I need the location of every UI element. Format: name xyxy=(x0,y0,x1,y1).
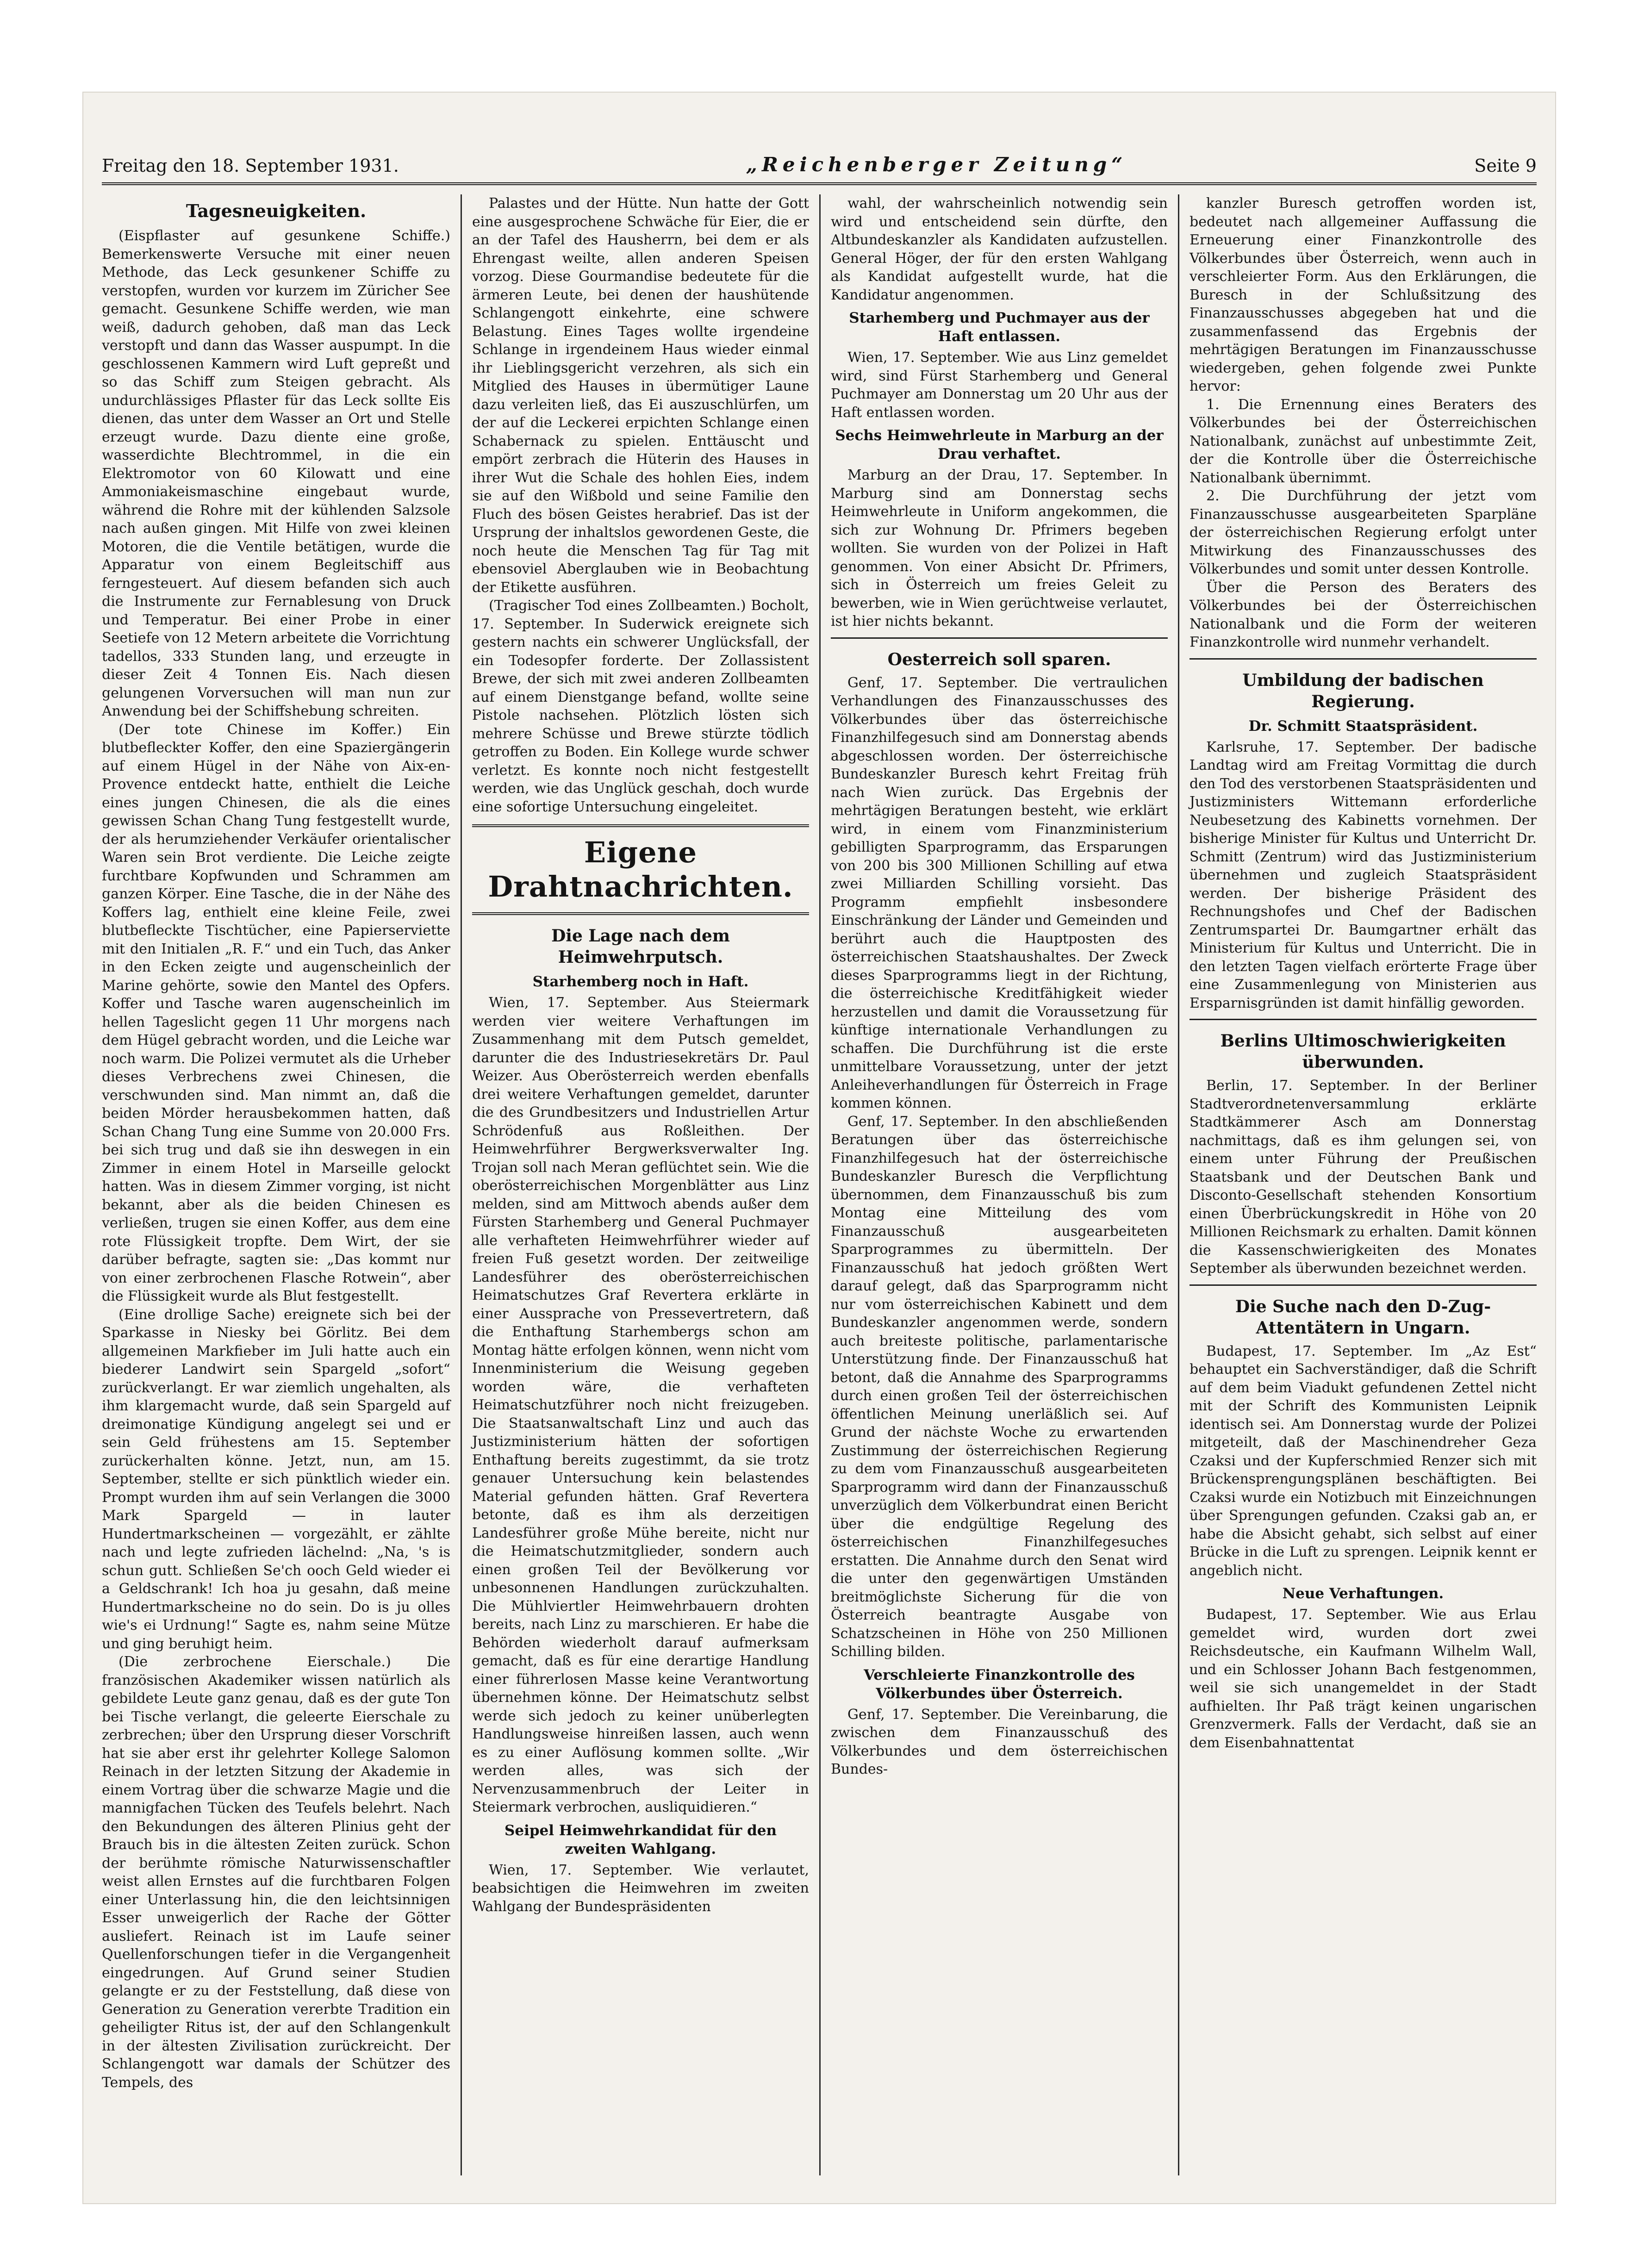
article-subheading: Sechs Heimwehrleute in Marburg an der Drau verhaftet. xyxy=(835,427,1164,462)
article-headline: Oesterreich soll sparen. xyxy=(887,649,1111,669)
article-paragraph: wahl, der wahrscheinlich notwendig sein wird und entscheidend sein dürfte, den Altbundeskanzler als Kandidaten aufzustellen. General Höger, der für den ersten Wahlgang als Kandidat aufgestellt wurde, hat die Kandidatur angenommen. xyxy=(831,195,1168,303)
article-headline: Berlins Ultimoschwierigkeiten überwunden. xyxy=(1220,1031,1506,1072)
article-subheading: Starhemberg noch in Haft. xyxy=(532,973,749,990)
article-paragraph: 2. Die Durchführung der jetzt vom Finanzausschusse ausgearbeiteten Sparpläne der österreichischen Regierung erfolgt unter Mitwirkung des Finanzausschusses des Völkerbundes und somit unter dessen Kontrolle. xyxy=(1190,488,1537,577)
article-paragraph: Genf, 17. September. In den abschließenden Beratungen über das österreichische Finanzhilfegesuch hat der österreichische Bundeskanzler Buresch die Verpflichtung übernommen, dem Finanzausschuß bis zum Montag eine Mitteilung des vom Finanzausschuß ausgearbeiteten Sparprogrammes zu übermitteln. Der Finanzausschuß hat jedoch größten Wert darauf gelegt, daß das Sparprogramm nicht nur vom österreichischen Kabinett und dem Bundeskanzler angenommen werde, sondern auch breiteste politische, parlamentarische Unterstützung finde. Der Finanzausschuß hat betont, daß die Annahme des Sparprogramms durch einen großen Teil der österreichischen öffentlichen Meinung unerläßlich sei. Auf Grund der nächste Woche zu erwartenden Zustimmung der österreichischen Regierung zu dem vom Finanzausschuß ausgearbeiteten Sparprogramm wird dann der Finanzausschuß unverzüglich dem Völkerbundrat einen Bericht über die endgültige Regelung des österreichischen Finanzhilfegesuches erstatten. Die Annahme durch den Senat wird die unter den gegenwärtigen Umständen breitmöglichste Sicherung für die von Österreich beantragte Ausgabe von Schatzscheinen in Höhe von 250 Millionen Schilling bilden. xyxy=(831,1113,1168,1660)
column-1 xyxy=(102,194,461,2175)
article-paragraph: 1. Die Ernennung eines Beraters des Völkerbundes bei der Österreichischen Nationalbank, zunächst auf unbestimmte Zeit, der die Kontrolle über die Österreichische Nationalbank übernimmt. xyxy=(1190,396,1537,486)
article-paragraph: Palastes und der Hütte. Nun hatte der Gott eine ausgesprochene Schwäche für Eier, die er an der Tafel des Hausherrn, bei dem er als Ehrengast weilte, allen anderen Speisen vorzog. Diese Gourmandise bedeutete für die ärmeren Leute, bei denen der haushütende Schlangengott einkehrte, eine schwere Belastung. Eines Tages wollte irgendeine Schlange in irgendeinem Haus wieder einmal ihr Lieblingsgericht verzehren, als sich ein Mitglied des Hauses in übermütiger Laune dazu verleiten ließ, das Ei auszuschlürfen, um der auf die Leckerei erpichten Schlange einen Schabernack zu spielen. Enttäuscht und empört zerbrach die Hüterin des Hauses in ihrer Wut die Schale des hohlen Eies, indem sie auf den Wißbold und seine Familie den Fluch des bösen Geistes herabrief. Das ist der Ursprung der inhaltslos gewordenen Geste, die noch heute die Menschen Tag für Tag mit ebensoviel Aberglauben wie in Beobachtung der Etikette ausführen. xyxy=(472,195,809,596)
article-paragraph: Budapest, 17. September. Wie aus Erlau gemeldet wird, wurden dort zwei Reichsdeutsche, ein Kaufmann Wilhelm Wall, und ein Schlosser Johann Bach festgenommen, weil sie sich unangemeldet in der Stadt aufhielten. Ihr Paß trägt keinen ungarischen Grenzvermerk. Falls der Verdacht, daß sie an dem Eisenbahnattentat xyxy=(1190,1607,1537,1751)
article-subheading: Neue Verhaftungen. xyxy=(1282,1585,1444,1602)
article-paragraph: kanzler Buresch getroffen worden ist, bedeutet nach allgemeiner Auffassung die Erneuerung einer Finanzkontrolle des Völkerbundes über Österreich, wenn auch in verschleierter Form. Aus den Erklärungen, die Buresch in der Schlußsitzung des Finanzausschusses abgegeben hat und die zusammenfassend das Ergebnis der mehrtägigen Beratungen im Finanzausschusse wiedergeben, gehen folgende zwei Punkte hervor: xyxy=(1190,195,1537,394)
article-paragraph: (Eispflaster auf gesunkene Schiffe.) Bemerkenswerte Versuche mit einer neuen Methode, das Leck gesunkener Schiffe zu verstopfen, wurden vor kurzem im Züricher See gemacht. Gesunkene Schiffe werden, wie man weiß, dadurch gehoben, daß man das Leck verstopft und dann das Wasser auspumpt. In die geschlossenen Kammern wird Luft gepreßt und so das Schiff zum Steigen gebracht. Als undurchlässiges Pflaster für das Leck sollte Eis dienen, das unter dem Wasser an Ort und Stelle erzeugt wurde. Dazu diente eine große, wasserdichte Blechtrommel, in die ein Elektromotor von 60 Kilowatt und eine Ammoniakeismaschine eingebaut wurde, während die Rohre mit der kühlenden Salzsole nach außen gingen. Mit Hilfe von zwei kleinen Motoren, die die Ventile betätigen, wurde die Apparatur von einem Begleitschiff aus ferngesteuert. Auf diesem befanden sich auch die Instrumente zur Fernablesung von Druck und Temperatur. Bei einer Probe in einer Seetiefe von 12 Metern arbeitete die Vorrichtung tadellos, 333 Stunden lang, und erzeugte in dieser Zeit 4 Tonnen Eis. Nach diesen gelungenen Vorversuchen will man nun zur Anwendung bei der Schiffshebung schreiten. xyxy=(102,228,450,719)
article-paragraph: Wien, 17. September. Aus Steiermark werden vier weitere Verhaftungen im Zusammenhang mit dem Putsch gemeldet, darunter die des Industriesekretärs Dr. Paul Weizer. Aus Oberösterreich werden ebenfalls drei weitere Verhaftungen gemeldet, darunter die des Grundbesitzers und Industriellen Artur Schrödenfuß aus Roßleithen. Der Heimwehrführer Bergwerksverwalter Ing. Trojan soll nach Meran geflüchtet sein. Wie die oberösterreichischen Morgenblätter aus Linz melden, sind am Mittwoch abends außer dem Fürsten Starhemberg und General Puchmayer alle verhafteten Heimwehrführer wieder auf freien Fuß gesetzt worden. Der zeitweilige Landesführer des oberösterreichischen Heimatschutzes Graf Revertera erklärte in einer Aussprache von Pressevertretern, daß die Enthaftung Starhembergs schon am Montag hätte erfolgen können, wenn nicht vom Innenministerium die Weisung gegeben worden wäre, die verhafteten Heimatschutzführer noch nicht freizugeben. Die Staatsanwaltschaft Linz und auch das Justizministerium hätten der sofortigen Enthaftung bereits zugestimmt, da sie trotz genauer Untersuchung kein belastendes Material gefunden hätten. Graf Revertera betonte, daß es ihm als derzeitigen Landesführer große Mühe bereite, nicht nur die Heimatschutzmitglieder, sondern auch einen großen Teil der Bevölkerung vor unbesonnenen Handlungen zurückzuhalten. Die Mühlviertler Heimwehrbauern drohten bereits, nach Linz zu marschieren. Er habe die Behörden wiederholt darauf aufmerksam gemacht, daß es für eine derartige Handlung einer führerlosen Masse keine Verantwortung übernehmen könne. Der Heimatschutz selbst werde sich jedoch zu keiner unüberlegten Handlungsweise hinreißen lassen, auch wenn es zu einer Auflösung kommen sollte. „Wir werden alles, was sich der Nervenzusammenbruch der Leiter in Steiermark verbrochen, ausliquidieren.“ xyxy=(472,995,809,1815)
article-headline: Die Lage nach dem Heimwehrputsch. xyxy=(551,926,730,967)
section-banner: Eigene Drahtnachrichten. xyxy=(472,824,809,915)
article-paragraph: Genf, 17. September. Die Vereinbarung, die zwischen dem Finanzausschuß des Völkerbundes und dem österreichischen Bundes- xyxy=(831,1706,1168,1777)
article-headline: Die Suche nach den D-Zug-Attentätern in Ungarn. xyxy=(1235,1296,1491,1338)
masthead xyxy=(102,143,1537,185)
divider xyxy=(1190,1019,1537,1020)
article-paragraph: (Die zerbrochene Eierschale.) Die französischen Akademiker wissen natürlich als gebildete Leute ganz genau, daß es der gute Ton bei Tische verlangt, die geleerte Eierschale zu zerbrechen; über den Ursprung dieser Vorschrift hat sie aber erst ihr gelehrter Kollege Salomon Reinach in der letzten Sitzung der Akademie in einem Vortrag über die schwarze Magie und die mannigfachen Tücken des Teufels belehrt. Nach den Bekundungen des älteren Plinius geht der Brauch bis in die ältesten Zeiten zurück. Schon der berühmte römische Naturwissenschaftler weist allen Ernstes auf die furchtbaren Folgen einer Unterlassung hin, die den leichtsinnigen Esser unweigerlich der Rache der Götter ausliefert. Reinach ist im Laufe seiner Quellenforschungen tiefer in die Vergangenheit eingedrungen. Auf Grund seiner Studien gelangte er zu der Feststellung, daß diese von Generation zu Generation vererbte Tradition ein geheiligter Ritus ist, der auf den Schlangenkult in der ältesten Zivilisation zurückreicht. Der Schlangengott war damals der Schützer des Tempels, des xyxy=(102,1654,450,2091)
article-paragraph: Karlsruhe, 17. September. Der badische Landtag wird am Freitag Vormittag die durch den Tod des verstorbenen Staatspräsidenten und Justizministers Wittemann erforderliche Neubesetzung des Kabinetts vornehmen. Der bisherige Minister für Kultus und Unterricht Dr. Schmitt (Zentrum) wird das Justizministerium übernehmen und zugleich Staatspräsident werden. Der bisherige Präsident des Rechnungshofes und Chef der Badischen Zentrumspartei Dr. Baumgartner erhält das Ministerium für Kultus und Unterricht. Die in den letzten Tagen vielfach erörterte Frage über eine Zusammenlegung von Ministerien aus Ersparnisgründen ist damit hinfällig geworden. xyxy=(1190,739,1537,1011)
article-columns xyxy=(102,194,1537,2175)
article-paragraph: Wien, 17. September. Wie aus Linz gemeldet wird, sind Fürst Starhemberg und General Puchmayer am Donnerstag um 20 Uhr aus der Haft entlassen worden. xyxy=(831,349,1168,421)
issue-date: Freitag den 18. September 1931. xyxy=(102,156,399,176)
article-paragraph: Budapest, 17. September. Im „Az Est“ behauptet ein Sachverständiger, daß die Schrift auf dem beim Viadukt gefundenen Zettel nicht mit der Schrift des Kommunisten Leipnik identisch sei. Am Donnerstag wurde der Polizei mitgeteilt, daß der Maschinendreher Geza Czaksi und der Kupferschmied Renzer sich mit Brückensprengungsplänen beschäftigten. Bei Czaksi wurde ein Notizbuch mit Einzeichnungen über Sprengungen gefunden. Czaksi gab an, er habe die Absicht gehabt, sich selbst auf einer Brücke in die Luft zu sprengen. Leipnik kennt er angeblich nicht. xyxy=(1190,1343,1537,1579)
article-paragraph: (Tragischer Tod eines Zollbeamten.) Bocholt, 17. September. In Suderwick ereignete sich gestern nachts ein schwerer Unglücksfall, der ein Todesopfer forderte. Der Zollassistent Brewe, der sich mit zwei anderen Zollbeamten auf einem Dienstgange befand, wollte seine Pistole nachsehen. Plötzlich lösten sich mehrere Schüsse und Brewe stürzte tödlich getroffen zu Boden. Ein Kollege wurde schwer verletzt. Es konnte noch nicht festgestellt werden, wie das Unglück geschah, doch wurde eine sofortige Untersuchung eingeleitet. xyxy=(472,598,809,815)
article-subheading: Seipel Heimwehrkandidat für den zweiten Wahlgang. xyxy=(504,1822,777,1857)
divider xyxy=(1190,1284,1537,1286)
section-heading: Tagesneuigkeiten. xyxy=(186,200,367,221)
column-3 xyxy=(819,194,1178,2175)
divider xyxy=(831,637,1168,639)
article-paragraph: (Der tote Chinese im Koffer.) Ein blutbefleckter Koffer, den eine Spaziergängerin auf einem Hügel in der Nähe von Aix-en-Provence entdeckt hatte, enthielt die Leiche eines jungen Chinesen, die als die eines gewissen Schan Chang Tung festgestellt wurde, der als herumziehender Verkäufer orientalischer Waren sein Brot verdiente. Die Leiche zeigte furchtbare Kopfwunden und Schrammen am ganzen Körper. Eine Tasche, die in der Nähe des Koffers lag, enthielt eine kleine Feile, zwei blutbefleckte Tischtücher, eine Papierserviette mit den Initialen „R. F.“ und ein Tuch, das Anker in den Ecken zeigte und augenscheinlich der Marine gehörte, sowie den Mantel des Opfers. Koffer und Tasche waren augenscheinlich im hellen Tageslicht gegen 11 Uhr morgens nach dem Hügel gebracht worden, und die Leiche war noch warm. Die Polizei vermutet als die Urheber dieses Verbrechens zwei Chinesen, die verschwunden sind. Man nimmt an, daß die beiden Mörder herausbekommen hatten, daß Schan Chang Tung eine Summe von 20.000 Frs. bei sich trug und daß sie ihn deswegen in ein Zimmer in einem Hotel in Marseille gelockt hatten. Was in diesem Zimmer vorging, ist nicht bekannt, aber als die beiden Chinesen es verließen, trugen sie einen Koffer, aus dem eine rote Flüssigkeit tropfte. Dem Wirt, der sie darüber befragte, sagten sie: „Das kommt nur von einer zerbrochenen Flasche Rotwein“, aber die Flüssigkeit wurde als Blut festgestellt. xyxy=(102,721,450,1304)
article-paragraph: Marburg an der Drau, 17. September. In Marburg sind am Donnerstag sechs Heimwehrleute in Uniform angekommen, die sich zur Wohnung Dr. Pfrimers begeben wollten. Sie wurden von der Polizei in Haft genommen. Von einer Absicht Dr. Pfrimers, sich in Österreich um freies Geleit zu bewerben, wie in Wien gerüchtweise verlautet, ist hier nichts bekannt. xyxy=(831,467,1168,629)
article-subheading: Verschleierte Finanzkontrolle des Völkerbundes über Österreich. xyxy=(864,1666,1135,1702)
newspaper-title: „Reichenberger Zeitung“ xyxy=(746,153,1127,176)
column-4 xyxy=(1178,194,1537,2175)
article-subheading: Dr. Schmitt Staatspräsident. xyxy=(1248,717,1478,735)
article-subheading: Starhemberg und Puchmayer aus der Haft entlassen. xyxy=(849,310,1150,345)
article-paragraph: (Eine drollige Sache) ereignete sich bei der Sparkasse in Niesky bei Görlitz. Bei dem allgemeinen Markfieber im Juli hatte auch ein biederer Landwirt sein Spargeld „sofort“ zurückverlangt. Er war ziemlich ungehalten, als ihm klargemacht wurde, daß sein Spargeld auf dreimonatige Kündigung angelegt sei und er sein Geld frühestens am 15. September zurückerhalten könne. Jetzt, nun, am 15. September, stellte er sich pünktlich wieder ein. Prompt wurden ihm auf sein Verlangen die 3000 Mark Spargeld — in lauter Hundertmarkscheinen — vorgezählt, er zählte nach und legte zufrieden lächelnd: „Na, 's is schun gutt. Schließen Se'ch ooch Geld wieder ei a Geldschrank! Ich hoa ju gesahn, daß meine Hundertmarkscheine no do sein. Do is ju olles wie's ei Urdnung!“ Sagte es, nahm seine Mütze und ging beruhigt heim. xyxy=(102,1306,450,1652)
article-paragraph: Berlin, 17. September. In der Berliner Stadtverordnetenversammlung erklärte Stadtkämmerer Asch am Donnerstag nachmittags, daß es ihm gelungen sei, von einem unter Führung der Preußischen Staatsbank und der Deutschen Bank und Disconto-Gesellschaft stehenden Konsortium einen Überbrückungskredit in Höhe von 20 Millionen Reichsmark zu erhalten. Damit können die Kassenschwierigkeiten des Monates September als überwunden bezeichnet werden. xyxy=(1190,1078,1537,1277)
article-paragraph: Über die Person des Beraters des Völkerbundes bei der Österreichischen Nationalbank und die Form der weiteren Finanzkontrolle wird nunmehr verhandelt. xyxy=(1190,579,1537,650)
article-paragraph: Wien, 17. September. Wie verlautet, beabsichtigen die Heimwehren im zweiten Wahlgang der Bundespräsidenten xyxy=(472,1862,809,1915)
column-2 xyxy=(461,194,819,2175)
article-headline: Umbildung der badischen Regierung. xyxy=(1242,670,1484,711)
divider xyxy=(1190,658,1537,660)
newspaper-page xyxy=(83,93,1555,2203)
page-number: Seite 9 xyxy=(1474,156,1537,176)
article-paragraph: Genf, 17. September. Die vertraulichen Verhandlungen des Finanzausschusses des Völkerbundes über das österreichische Finanzhilfegesuch sind am Donnerstag abends abgeschlossen worden. Der österreichische Bundeskanzler Buresch kehrt Freitag früh nach Wien zurück. Das Ergebnis der mehrtägigen Beratungen besteht, wie erklärt wird, in einem vom Finanzministerium gebilligten Sparprogramm, das Ersparungen von 200 bis 300 Millionen Schilling auf etwa zwei Milliarden Schilling vorsieht. Das Programm empfiehlt insbesondere Einschränkung der Länder und Gemeinden und berührt auch die Hauptposten des österreichischen Staatshaushaltes. Der Zweck dieses Sparprogramms liegt in der Richtung, die österreichische Kreditfähigkeit wieder herzustellen und damit die Voraussetzung für künftige internationale Verhandlungen zu schaffen. Die Durchführung ist die erste unmittelbare Voraussetzung, unter der jetzt Anleiheverhandlungen für Österreich in Frage kommen können. xyxy=(831,674,1168,1111)
